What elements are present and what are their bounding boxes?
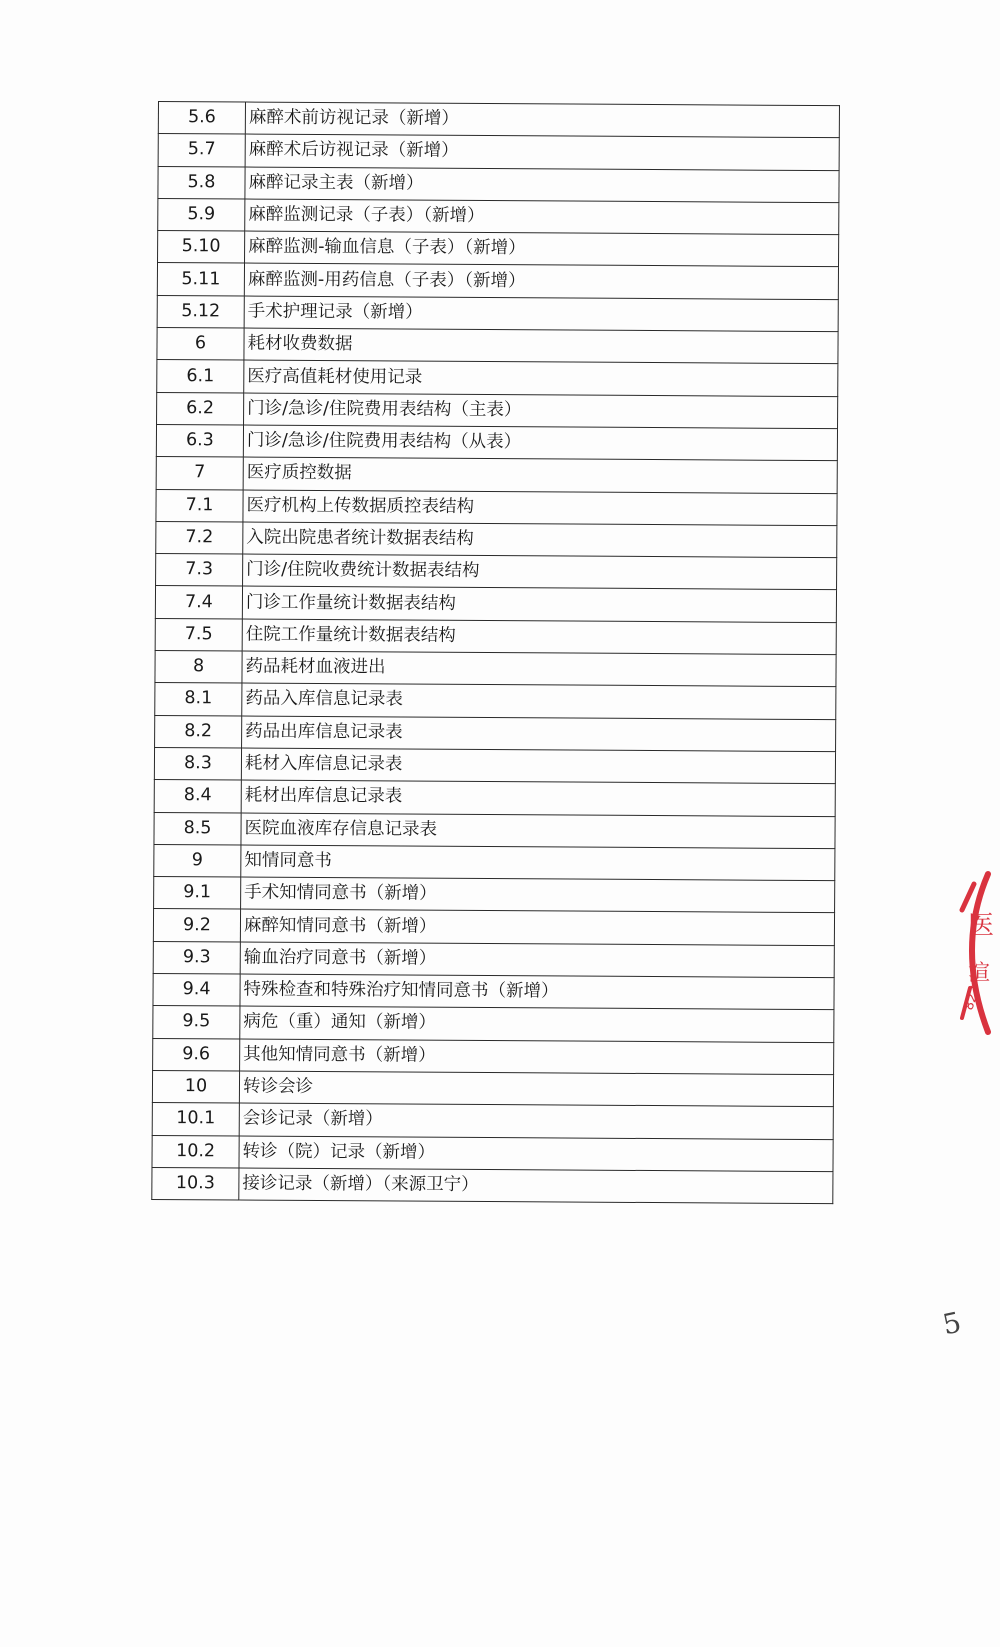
table-row — [156, 521, 837, 557]
row-title: 入院出院患者统计数据表结构 — [243, 522, 837, 558]
table-row — [155, 618, 836, 654]
table-row — [154, 877, 835, 913]
table-row — [156, 424, 837, 460]
row-title: 转诊（院）记录（新增） — [239, 1136, 833, 1172]
row-title: 知情同意书 — [241, 845, 835, 881]
table-row — [158, 134, 839, 170]
row-number: 6.3 — [156, 424, 243, 457]
row-number: 7 — [156, 457, 243, 490]
svg-text:827: 827 — [961, 983, 984, 1013]
table-row — [157, 263, 838, 299]
row-number: 8.5 — [154, 812, 241, 845]
row-title: 门诊/急诊/住院费用表结构（主表） — [244, 393, 838, 429]
table-row — [155, 651, 836, 687]
row-number: 7.1 — [156, 489, 243, 522]
row-number: 6.1 — [157, 360, 244, 393]
row-number: 8.4 — [154, 780, 241, 813]
row-title: 其他知情同意书（新增） — [240, 1039, 834, 1075]
table-row — [152, 1070, 833, 1106]
row-title: 药品耗材血液进出 — [242, 651, 836, 687]
row-number: 5.8 — [158, 166, 245, 199]
row-title: 麻醉监测记录（子表）（新增） — [245, 199, 839, 235]
row-number: 9.4 — [153, 974, 240, 1007]
row-title: 麻醉术前访视记录（新增） — [245, 102, 839, 138]
table-row — [153, 909, 834, 945]
row-number: 10.2 — [152, 1135, 239, 1168]
row-title: 麻醉知情同意书（新增） — [240, 909, 834, 945]
table-row — [152, 1103, 833, 1139]
row-number: 8.2 — [155, 715, 242, 748]
row-title: 手术护理记录（新增） — [244, 296, 838, 332]
table-row — [157, 392, 838, 428]
row-title: 门诊/住院收费统计数据表结构 — [243, 554, 837, 590]
row-title: 病危（重）通知（新增） — [240, 1006, 834, 1042]
row-title: 输血治疗同意书（新增） — [240, 942, 834, 978]
row-number: 9.5 — [153, 1006, 240, 1039]
row-number: 6 — [157, 328, 244, 361]
table-row — [156, 457, 837, 493]
row-number: 9.6 — [153, 1038, 240, 1071]
row-title: 医疗机构上传数据质控表结构 — [243, 490, 837, 526]
row-number: 7.2 — [156, 521, 243, 554]
page-number-mark: 5 — [939, 1305, 965, 1342]
row-title: 耗材入库信息记录表 — [241, 748, 835, 784]
row-number: 7.5 — [155, 618, 242, 651]
row-number: 5.9 — [158, 198, 245, 231]
row-title: 耗材出库信息记录表 — [241, 780, 835, 816]
row-title: 特殊检查和特殊治疗知情同意书（新增） — [240, 974, 834, 1010]
table-row — [155, 586, 836, 622]
table-row — [158, 166, 839, 202]
row-number: 10 — [152, 1070, 239, 1103]
table-row — [152, 1167, 833, 1203]
row-number: 8.1 — [155, 683, 242, 716]
row-number: 10.3 — [152, 1167, 239, 1200]
table-row — [154, 780, 835, 816]
row-number: 9.3 — [153, 941, 240, 974]
row-title: 手术知情同意书（新增） — [241, 877, 835, 913]
row-title: 药品出库信息记录表 — [242, 716, 836, 752]
row-number: 6.2 — [157, 392, 244, 425]
row-title: 麻醉监测-用药信息（子表）（新增） — [244, 264, 838, 300]
row-title: 门诊工作量统计数据表结构 — [242, 586, 836, 622]
table-row — [154, 747, 835, 783]
table-row — [153, 941, 834, 977]
row-title: 耗材收费数据 — [244, 328, 838, 364]
row-title: 医院血液库存信息记录表 — [241, 813, 835, 849]
row-title: 药品入库信息记录表 — [242, 683, 836, 719]
row-number: 7.4 — [155, 586, 242, 619]
row-title: 医疗质控数据 — [243, 457, 837, 493]
table-row — [156, 489, 837, 525]
table-row — [156, 554, 837, 590]
index-table-body — [152, 102, 840, 1204]
table-row — [155, 715, 836, 751]
table-row — [157, 295, 838, 331]
row-title: 会诊记录（新增） — [239, 1103, 833, 1139]
row-number: 5.11 — [157, 263, 244, 296]
svg-text:渲: 渲 — [968, 961, 991, 986]
table-row — [158, 231, 839, 267]
table-row — [154, 844, 835, 880]
row-number: 8 — [155, 651, 242, 684]
row-number: 10.1 — [152, 1103, 239, 1136]
row-number: 8.3 — [154, 747, 241, 780]
row-number: 9 — [154, 844, 241, 877]
row-title: 医疗高值耗材使用记录 — [244, 360, 838, 396]
row-number: 7.3 — [156, 554, 243, 587]
table-row — [157, 360, 838, 396]
index-table — [151, 101, 840, 1204]
table-row — [153, 1038, 834, 1074]
svg-text:医: 医 — [968, 911, 995, 941]
table-row — [155, 683, 836, 719]
row-title: 转诊会诊 — [239, 1071, 833, 1107]
row-number: 9.1 — [154, 877, 241, 910]
red-seal-stamp — [948, 868, 1000, 1038]
table-row — [153, 1006, 834, 1042]
row-title: 麻醉记录主表（新增） — [245, 167, 839, 203]
row-title: 麻醉监测-输血信息（子表）（新增） — [245, 231, 839, 267]
row-title: 住院工作量统计数据表结构 — [242, 619, 836, 655]
table-row — [158, 102, 839, 138]
row-title: 麻醉术后访视记录（新增） — [245, 134, 839, 170]
row-title: 接诊记录（新增）（来源卫宁） — [239, 1168, 833, 1204]
row-number: 5.12 — [157, 295, 244, 328]
row-number: 9.2 — [153, 909, 240, 942]
row-title: 门诊/急诊/住院费用表结构（从表） — [243, 425, 837, 461]
table-row — [157, 328, 838, 364]
table-row — [158, 198, 839, 234]
table-row — [154, 812, 835, 848]
table-row — [152, 1135, 833, 1171]
row-number: 5.10 — [158, 231, 245, 264]
table-row — [153, 974, 834, 1010]
row-number: 5.6 — [158, 102, 245, 135]
row-number: 5.7 — [158, 134, 245, 167]
